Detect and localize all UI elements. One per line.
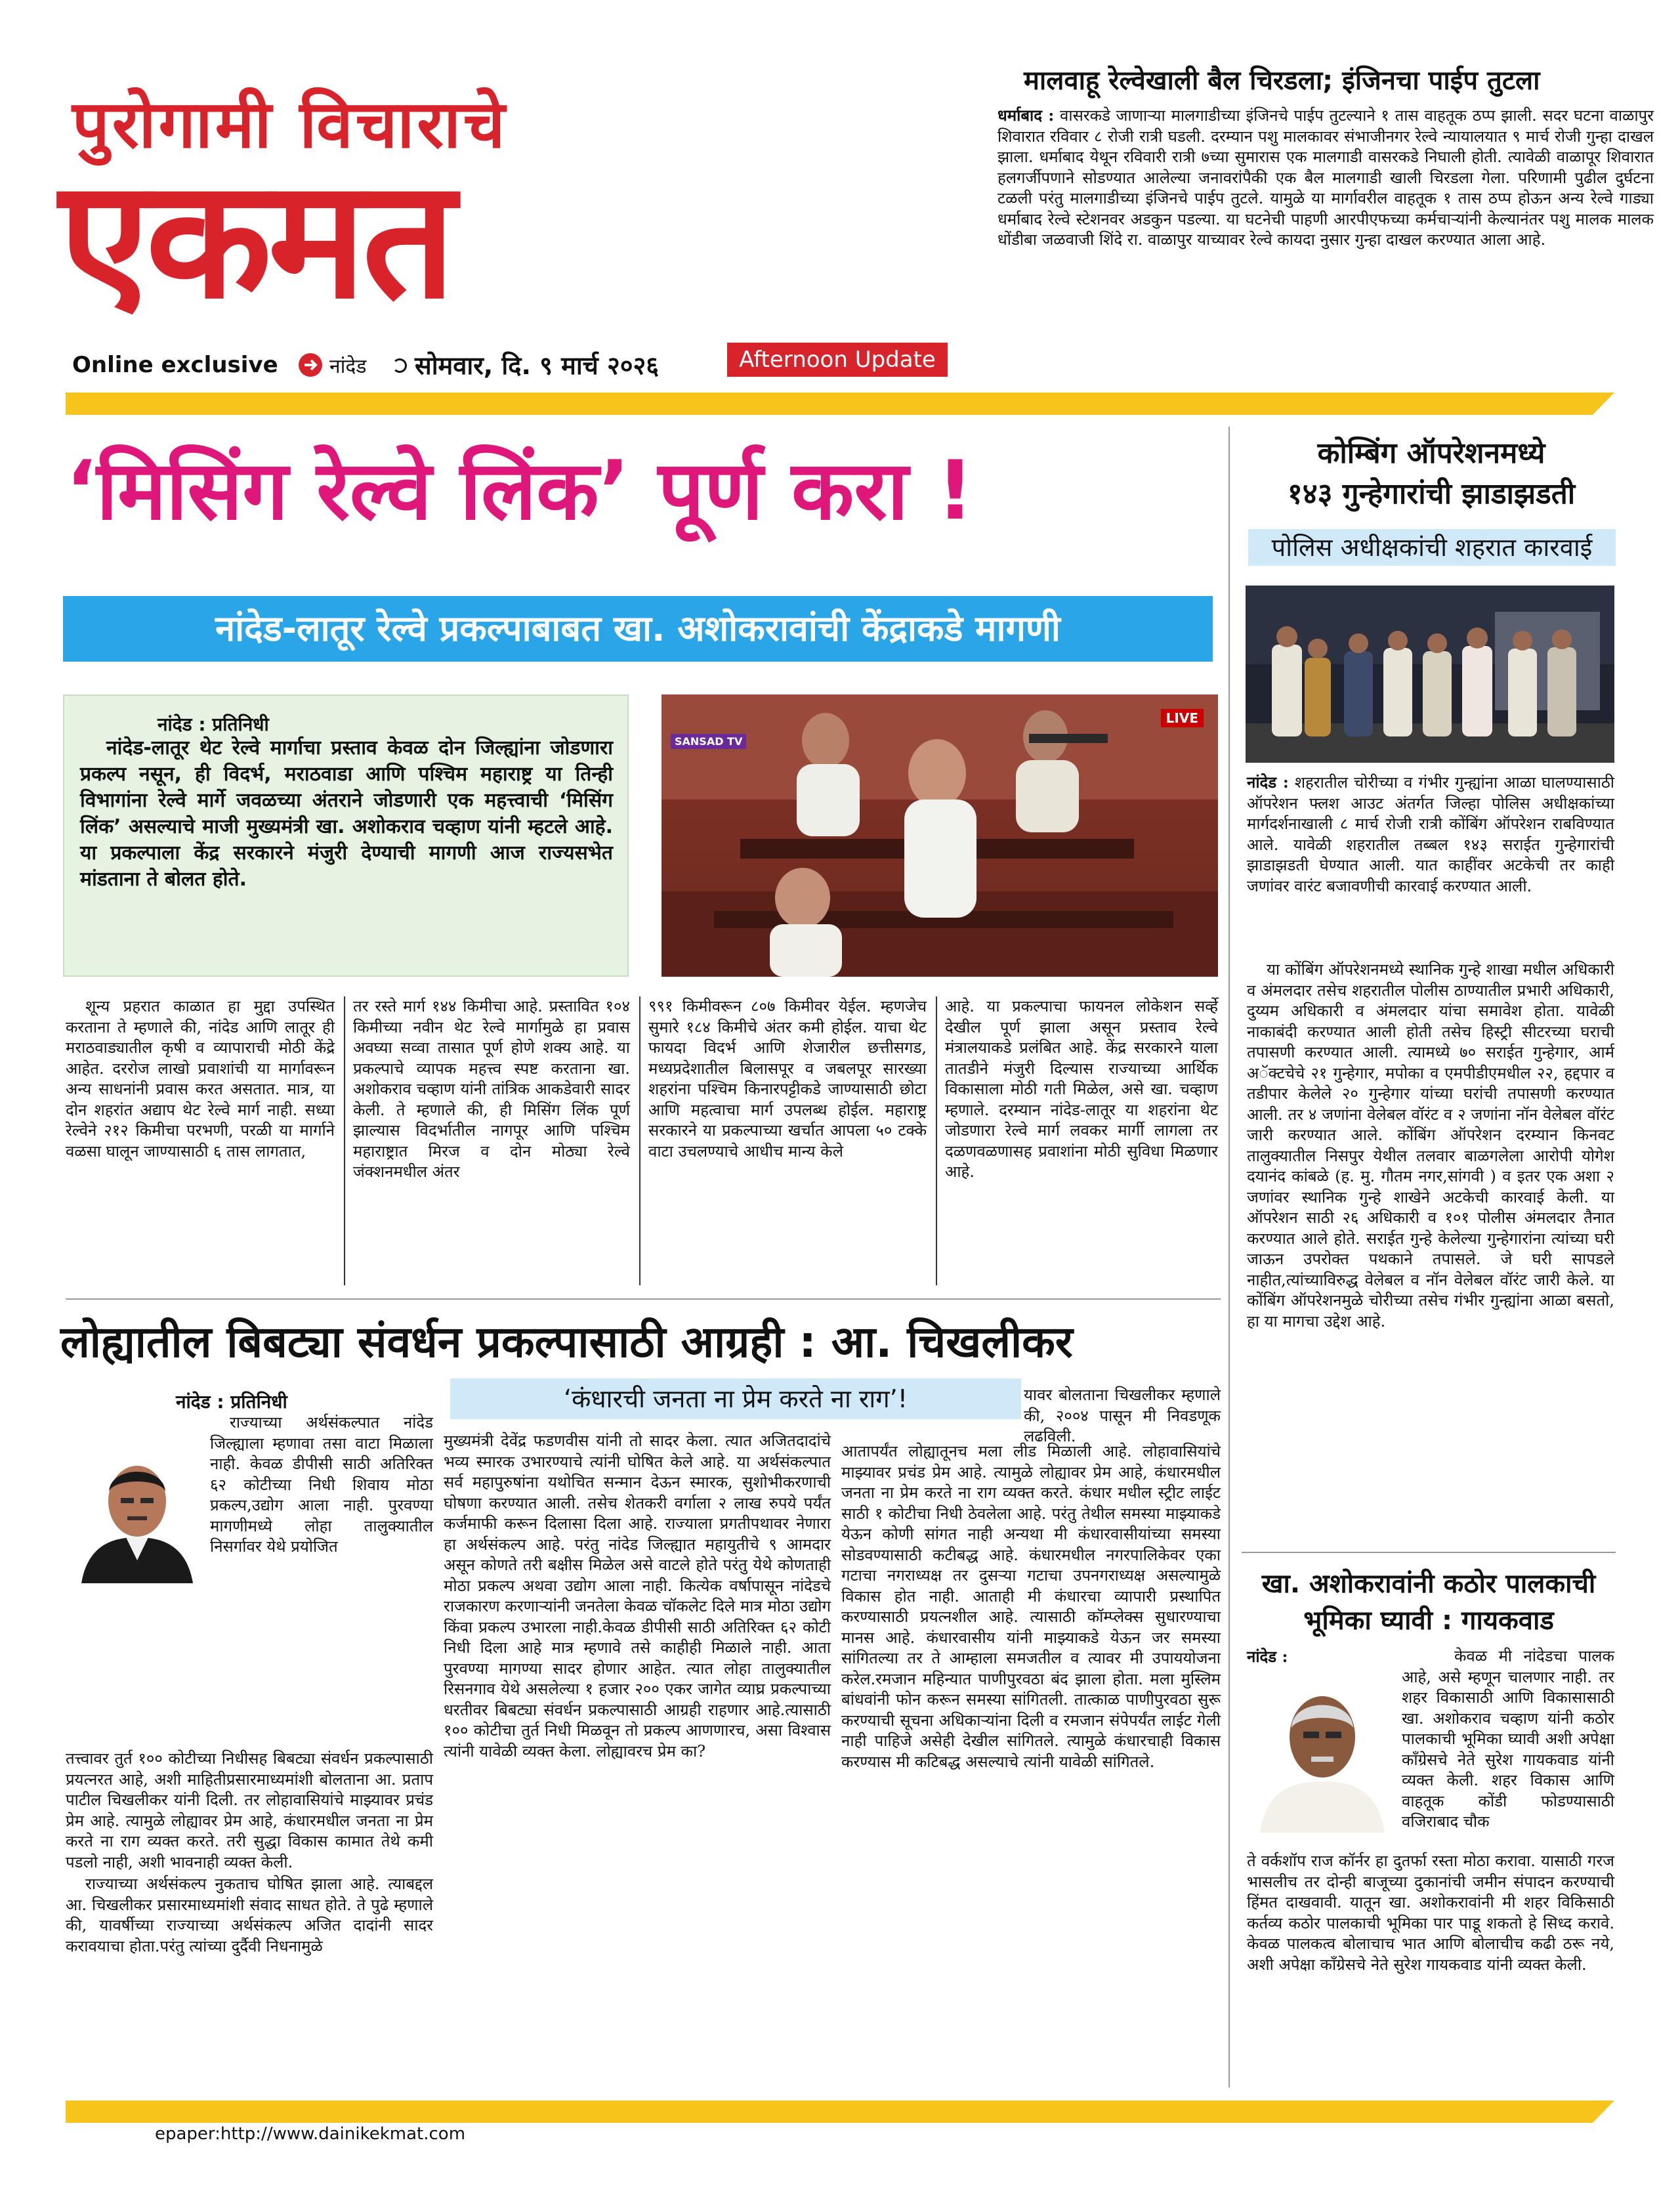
- combing-headline-1: कोम्बिंग ऑपरेशनमध्ये: [1317, 437, 1545, 470]
- lead-intro-box: [63, 694, 629, 977]
- gaikwad-headline-2: भूमिका घ्यावी : गायकवाड: [1303, 1606, 1554, 1636]
- lead-col-3: ९९१ किमीवरून ८०७ किमीवर येईल. म्हणजेच सुमारे १८४ किमीचे अंतर कमी होईल. याचा थेट फायदा विदर्भ आणि शेजारील छत्तीसगड, मध्यप्रदेशातील बिलासपूर व जबलपूर सारख्या शहरांना पश्चिम किनारपट्टीकडे जाण्यासाठी छोटा आणि महत्वाचा मार्ग उपलब्ध होईल. महाराष्ट्र सरकारने या प्रकल्पाच्या खर्चात आपला ५० टक्के वाटा उचलण्याचे आधीच मान्य केले: [648, 997, 927, 1161]
- gaikwad-body-rest: ते वर्कशॉप राज कॉर्नर हा दुतर्फा रस्ता मोठा करावा. यासाठी गरज भासलीच तर दोन्ही बाजूच्या दुकानांची जमीन संपादन करण्याची हिंमत दाखवावी. यातून खा. अशोकरावांनी मी शहर विकिसाठी कर्तव्य कठोर पालकाची भूमिका पार पाडू शकतो हे सिध्द करावे. केवळ पालकत्व बोलाचाच भात आणि बोलाचीच कढी ठरू नये, अशी अपेक्षा काँग्रेसचे नेते सुरेश गायकवाड यांनी व्यक्त केली.: [1247, 1852, 1614, 1974]
- lead-subhead: नांदेड-लातूर रेल्वे प्रकल्पाबाबत खा. अशोकरावांची केंद्राकडे मागणी: [63, 596, 1213, 662]
- combing-subhead: पोलिस अधीक्षकांची शहरात कारवाई: [1248, 529, 1616, 566]
- gaikwad-photo: [1253, 1671, 1391, 1833]
- combing-text-1: शहरातील चोरीच्या व गंभीर गुन्ह्यांना आळा घालण्यासाठी ऑपरेशन फ्लश आउट अंतर्गत जिल्हा पोलिस अधीक्षकांच्या मार्गदर्शनाखाली ८ मार्च रोजी रात्री कोंबिंग ऑपरेशन राबविण्यात आले. यावेळी शहरातील तब्बल १४३ सराईत गुन्हेगारांची झाडाझडती घेण्यात आली. यात काहींवर अटकेची तर काही जणांवर वारंट बजावणीची कारवाई करण्यात आली.: [1247, 773, 1614, 895]
- chikhlikar-col-3: आतापर्यंत लोह्यातूनच मला लीड मिळाली आहे. लोहावासियांचे माझ्यावर प्रचंड प्रेम आहे. त्यामुळे लोह्यावर प्रेम आहे, कंधारमधील जनता ना प्रेम करते ना राग व्यक्त करते. कंधार मधील स्ट्रीट लाईट साठी १ कोटीचा निधी ठेवलेला आहे. परंतु तेथील समस्या माझ्याकडे येऊन कोणी सांगत नाही अन्यथा मी कंधारवासीयांच्या समस्या सोडवण्यासाठी कटीबद्ध आहे. कंधारमधील नगरपालिकेवर एका गटाचा नगराध्यक्ष तर दुसऱ्या गटाचा उपनगराध्यक्ष असल्यामुळे विकास होत नाही. आताही मी कंधारचा व्यापारी प्रस्थापित करण्यासाठी प्रयत्नशील आहे. त्यासाठी कॉम्प्लेक्स सुधारण्याचा मानस आहे. कंधारवासीय यांनी माझ्याकडे येऊन जर समस्या सांगितल्या तर ते आम्हाला समजतील व त्यावर मी उपाययोजना करेल.रमजान महिन्यात पाणीपुरवठा बंद झाला होता. मला मुस्लिम बांधवांनी फोन करून समस्या सांगितली. तात्काळ पाणीपुरवठा सुरू करण्याची सूचना अधिकाऱ्यांना दिली व रमजान संपेपर्यंत लाईट गेली नाही पाहिजे असेही देखील सांगितले. त्यामुळे कंधारचाही विकास करण्यास मी कटिबद्ध असल्याचे त्यांनी यावेळी सांगितले.: [841, 1442, 1221, 1771]
- top-story-dateline: धर्माबाद :: [998, 106, 1055, 125]
- chikhlikar-byline: नांदेड : प्रतिनिधी: [176, 1391, 287, 1413]
- edition-date: सोमवार, दि. ९ मार्च २०२६: [415, 351, 660, 380]
- masthead-title: एकमत: [59, 144, 452, 335]
- lead-byline: नांदेड : प्रतिनिधी: [158, 714, 269, 735]
- chikhlikar-photo: [75, 1445, 200, 1583]
- afternoon-update-badge: Afternoon Update: [727, 343, 948, 377]
- section-rule: [1228, 427, 1230, 2087]
- section-divider: [1242, 1552, 1616, 1553]
- arrow-icon: [299, 353, 322, 377]
- gaikwad-dateline: नांदेड :: [1247, 1647, 1288, 1666]
- lead-col-1: शून्य प्रहरात काळात हा मुद्दा उपस्थित करताना ते म्हणाले की, नांदेड आणि लातूर ही मराठवाड्यातील कृषी व व्यापाराची मोठी केंद्रे आहेत. दररोज लाखो प्रवाशांची या मार्गावरून अन्य साधनांनी प्रवास करत असतात. मात्र, या दोन शहरांत अद्याप थेट रेल्वे मार्ग नाही. सध्या रेल्वेने २१२ किमीचा परभणी, परळी या मार्गाने वळसा घालून जाण्यासाठी ६ तास लागतात,: [66, 997, 335, 1161]
- combing-dateline: नांदेड :: [1247, 773, 1289, 792]
- top-yellow-band: [66, 393, 1614, 415]
- combing-operation-photo: [1246, 586, 1614, 763]
- bottom-yellow-band: [66, 2101, 1614, 2123]
- lead-col-4: आहे. या प्रकल्पाचा फायनल लोकेशन सर्व्हे देखील पूर्ण झाला असून प्रस्ताव रेल्वे मंत्रालयाकडे प्रलंबित आहे. केंद्र सरकारने याला तातडीने मंजुरी दिल्यास राज्याच्या आर्थिक विकासाला मोठी गती मिळेल, असे खा. चव्हाण म्हणाले. दरम्यान नांदेड-लातूर या शहरांना थेट जोडणारा रेल्वे मार्ग लवकर मार्गी लागला तर दळणवळणासह प्रवाशांना मोठी सुविधा मिळणार आहे.: [945, 997, 1218, 1181]
- top-story-headline: मालवाहू रेल्वेखाली बैल चिरडला; इंजिनचा पाईप तुटला: [1024, 66, 1540, 96]
- chikhlikar-col-1-top: राज्याच्या अर्थसंकल्पात नांदेड जिल्ह्याला म्हणावा तसा वाटा मिळाला नाही. केवळ डीपीसी साठी अतिरिक्त ६२ कोटीच्या निधी शिवाय मोठा प्रकल्प,उद्योग आला नाही. पुरवण्या मागणीमध्ये लोहा तालुक्यातील निसर्गावर येथे प्रयोजित: [210, 1413, 433, 1556]
- combing-body-1: [1247, 772, 1614, 897]
- top-story-body: [998, 105, 1654, 251]
- chikhlikar-col-1: तत्त्वावर तुर्त १०० कोटीच्या निधीसह बिबट्या संवर्धन प्रकल्पासाठी प्रयत्नरत आहे, अशी माहितीप्रसारमाध्यमांशी बोलताना आ. प्रताप पाटील चिखलीकर यांनी दिली. तर लोहावासियांचे माझ्यावर प्रचंड प्रेम आहे. त्यामुळे लोह्यावर प्रेम आहे, कंधारमधील जनता ना प्रेम करते ना राग व्यक्त करते. तरी सुद्धा विकास कामात तेथे कमी पडलो नाही, अशी भावनाही व्यक्त केली. राज्याच्या अर्थसंकल्प नुकताच घोषित झाला आहे. त्याबद्दल आ. चिखलीकर प्रसारमाध्यमांशी संवाद साधत होते. ते पुढे म्हणाले की, यावर्षीच्या राज्याच्या अर्थसंकल्प अजित दादांनी सादर करावयाचा होता.परंतु त्यांच्या दुर्दैवी निधनामुळे: [66, 1749, 433, 1955]
- lead-headline: ‘मिसिंग रेल्वे लिंक’ पूर्ण करा !: [66, 444, 974, 538]
- lead-col-2: तर रस्ते मार्ग १४४ किमीचा आहे. प्रस्तावित १०४ किमीच्या नवीन थेट रेल्वे मार्गामुळे हा प्रवास अवघ्या सव्वा तासात पूर्ण होणे शक्य आहे. या प्रकल्पाचे व्यापक महत्त्व स्पष्ट करताना खा. अशोकराव चव्हाण यांनी तांत्रिक आकडेवारी सादर केली. ते म्हणाले की, ही मिसिंग लिंक पूर्ण झाल्यास विदर्भातील नागपूर आणि पश्चिम महाराष्ट्रात मिरज व दोन मोठ्या रेल्वे जंक्शनमधील अंतर: [353, 997, 630, 1181]
- chikhlikar-col-3-top: यावर बोलताना चिखलीकर म्हणाले की, २००४ पासून मी निवडणूक लढविली.: [1024, 1386, 1221, 1445]
- gaikwad-headline-1: खा. अशोकरावांनी कठोर पालकाची: [1261, 1569, 1596, 1599]
- rajya-sabha-photo: [662, 694, 1218, 977]
- masthead-tagline: पुरोगामी विचाराचे: [72, 86, 508, 163]
- chikhlikar-quote: ‘कंधारची जनता ना प्रेम करते ना राग’!: [450, 1378, 1021, 1419]
- combing-headline-2: १४३ गुन्हेगारांची झाडाझडती: [1287, 477, 1576, 511]
- top-story-text: वासरकडे जाणाऱ्या मालगाडीच्या इंजिनचे पाईप तुटल्याने १ तास वाहतूक ठप्प झाली. सदर घटना वाळापुर शिवारात रविवार ८ रोजी रात्री घडली. दरम्यान पशु मालकावर संभाजीनगर रेल्वे न्यायालयात ९ मार्च रोजी गुन्हा दाखल झाला. धर्माबाद येथून रविवारी रात्री ७च्या सुमारास एक मालगाडी वासरकडे निघाली होती. त्यावेळी वाळापूर शिवारात हलगर्जीपणाने सोडण्यात आलेल्या जनावरांपैकी एक बैल मालगाडी खाली चिरडला गेला. परिणामी पुढील दुर्घटना टळली परंतु मालगाडीच्या इंजिनचे पाईप तुटले. यामुळे या मार्गावरील वाहतूक १ तास ठप्प होऊन अन्य रेल्वे गाड्या धर्माबाद रेल्वे स्टेशनवर अडकुन पडल्या. या घटनेची पाहणी आरपीएफच्या कर्मचाऱ्यांनी केल्यानंतर पशु मालक मालक धोंडीबा जळवाजी शिंदे रा. वाळापुर याच्यावर रेल्वे कायदा नुसार गुन्हा दाखल करण्यात आला आहे.: [998, 106, 1654, 249]
- column-rule: [639, 996, 640, 1285]
- combing-body-2: या कोंबिंग ऑपरेशनमध्ये स्थानिक गुन्हे शाखा मधील अधिकारी व अंमलदार तसेच शहरातील पोलीस ठाण्यातील प्रभारी अधिकारी, दुय्यम अधिकारी व अंमलदार यांचा समावेश होता. यावेळी नाकाबंदी करण्यात आली होती तसेच हिस्ट्री सीटरच्या घराची तपासणी करण्यात आली. त्यामध्ये ७० सराईत गुन्हेगार, आर्म अॅक्टचेचे २१ गुन्हेगार, मपोका व एमपीडीएमधील २२, हद्दपार व तडीपार केलेले २० गुन्हेगार यांच्या घरांची तपासणी करण्यात आली. तर ४ जणांना वेलेबल वॉरंट व २ जणांना नॉन वेलेबल वॉरंट जारी करण्यात आले. कोंबिंग ऑपरेशन दरम्यान किनवट तालुक्यातील निसपुर येथील तलवार बाळगलेला आरोपी योगेश दयानंद कांबळे (ह. मु. गौतम नगर,सांगवी ) व इतर एक अशा २ जणांवर स्थानिक गुन्हे शाखेने अटकेची कारवाई केली. या ऑपरेशन साठी २६ अधिकारी व १०१ पोलीस अंमलदार तैनात करण्यात आले होते. सराईत गुन्हे केलेल्या गुन्हेगारांना त्यांच्या घरी जाऊन उपरोक्त पथकाने तपासले. जे घरी सापडले नाहीत,त्यांच्याविरुद्ध वेलेबल व नॉन वेलेबल वॉरंट जारी केले. या कोंबिंग ऑपरेशनमुळे चोरीच्या तसेच गंभीर गुन्ह्यांना आळा बसतो, हा या मागचा उद्देश आहे.: [1247, 960, 1614, 1331]
- chikhlikar-headline: लोह्यातील बिबट्या संवर्धन प्रकल्पासाठी आग्रही : आ. चिखलीकर: [60, 1317, 1073, 1367]
- section-divider: [66, 1298, 1221, 1300]
- live-badge: LIVE: [1161, 709, 1204, 727]
- online-exclusive-label: Online exclusive: [72, 352, 278, 378]
- column-rule: [936, 996, 937, 1285]
- chikhlikar-col-2: मुख्यमंत्री देवेंद्र फडणवीस यांनी तो सादर केला. त्यात अजितदादांचे भव्य स्मारक उभारण्याचे त्यांनी घोषित केले आहे. या अर्थसंकल्पात सर्व महापुरुषांना यथोचित सन्मान देऊन स्मारक, सुशोभीकरणाची घोषणा करण्यात आली. तसेच शेतकरी वर्गाला २ लाख रुपये पर्यंत कर्जमाफी करून दिलासा दिला आहे. राज्याला प्रगतीपथावर नेणारा हा अर्थसंकल्प आहे. परंतु नांदेड जिल्ह्यात महायुतीचे ९ आमदार असून कोणते तरी बक्षीस मिळेल असे वाटले होते परंतु येथे कोणताही मोठा प्रकल्प अथवा उद्योग आला नाही. कित्येक वर्षापासून नांदेडचे राजकारण करणाऱ्यांनी जनतेला केवळ चॉकलेट दिले मात्र मोठा उद्योग किंवा प्रकल्प उभारला नाही.केवळ डीपीसी साठी अतिरिक्त ६२ कोटी निधी दिला आहे मात्र म्हणावे तसे काहीही मिळाले नाही. आता पुरवण्या मागण्या सादर होणार आहेत. त्यात लोहा तालुक्यातील रिसनगाव येथे असलेल्या १ हजार २०० एकर जागेत व्याघ्र प्रकल्पाच्या धरतीवर बिबट्या संवर्धन प्रकल्पासाठी आग्रही राहणार आहे.त्यासाठी १०० कोटीचा तुर्त निधी मिळवून तो प्रकल्प आणणारच, असा विश्वास त्यांनी यावेळी व्यक्त केला. लोह्यावरच प्रेम का?: [444, 1432, 831, 1760]
- sansad-tv-logo: SANSAD TV: [671, 734, 746, 749]
- column-rule: [344, 996, 345, 1285]
- edition-separator-icon: [392, 358, 407, 373]
- lead-intro-text: नांदेड-लातूर थेट रेल्वे मार्गाचा प्रस्ताव केवळ दोन जिल्ह्यांना जोडणारा प्रकल्प नसून, ही विदर्भ, मराठवाडा आणि पश्चिम महाराष्ट्र या तिन्ही विभागांना रेल्वे मार्गे जवळच्या अंतराने जोडणारी एक महत्त्वाची ‘मिसिंग लिंक’ असल्याचे माजी मुख्यमंत्री खा. अशोकराव चव्हाण यांनी म्हटले आहे. या प्रकल्पाला केंद्र सरकारने मंजुरी देण्याची मागणी आज राज्यसभेत मांडताना ते बोलत होते.: [80, 736, 613, 891]
- edition-label: नांदेड: [329, 355, 367, 378]
- epaper-link[interactable]: epaper:http://www.dainikekmat.com: [155, 2124, 466, 2144]
- gaikwad-body-side: केवळ मी नांदेडचा पालक आहे, असे म्हणून चालणार नाही. तर शहर विकासाठी आणि विकासासाठी खा. अशोकराव चव्हाण यांनी कठोर पालकाची भूमिका घ्यावी अशी अपेक्षा काँग्रेसचे नेते सुरेश गायकवाड यांनी व्यक्त केली. शहर विकास आणि वाहतूक कोंडी फोडण्यासाठी वजिराबाद चौक: [1402, 1647, 1614, 1831]
